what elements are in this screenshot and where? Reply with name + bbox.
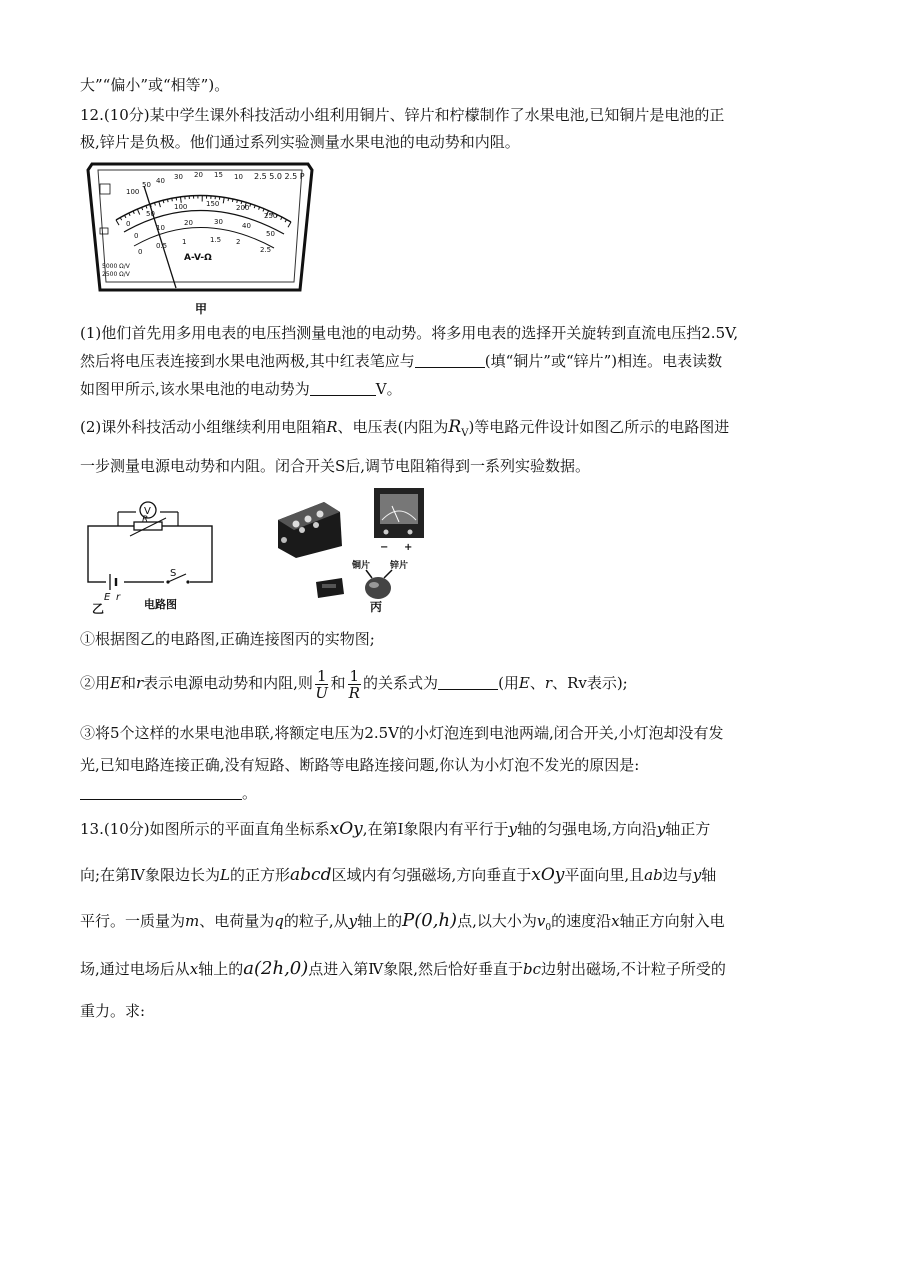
meter-tick-mark <box>180 197 181 203</box>
q13-line-3 <box>80 910 725 939</box>
meter-mid-tick-3: 150 <box>206 200 220 208</box>
circuit-title: 电路图 <box>144 598 177 611</box>
text-s2-6: (用 <box>498 674 519 692</box>
var-r: r <box>135 674 144 692</box>
internal-label: r <box>116 592 121 603</box>
text-s2-7: 、 <box>529 674 545 692</box>
q13-line-1 <box>80 818 710 840</box>
var-P: P(0,h) <box>402 910 458 931</box>
var-r-2: r <box>544 674 553 692</box>
meter-top-tick-1: 50 <box>142 181 151 189</box>
emf-label: E <box>104 592 111 603</box>
text-q13-c1: 平行。一质量为 <box>80 912 186 930</box>
fraction-1-over-U <box>315 668 329 701</box>
text-q13-d2: 轴上的 <box>198 960 244 978</box>
var-q: q <box>274 912 284 930</box>
meter-left-label-0: 5000 Ω/V <box>102 263 130 270</box>
circuit-svg <box>80 492 220 612</box>
minus-terminal: − <box>380 542 389 553</box>
text-s2-8: 、Rv表示); <box>552 674 628 692</box>
meter-top-tick-4: 20 <box>194 171 203 179</box>
meter-tick-mark <box>120 218 121 221</box>
text-s2-3: 表示电源电动势和内阻,则 <box>143 674 313 692</box>
var-y-4: y <box>348 912 358 930</box>
var-ab: ab <box>644 866 663 884</box>
sub-2 <box>80 666 628 701</box>
voltmeter-label: V <box>144 506 151 517</box>
text-q13-a2: ,在第Ⅰ象限内有平行于 <box>362 820 509 838</box>
meter-tick-mark <box>259 207 260 210</box>
meter-scale-label: A-V-Ω <box>184 253 212 263</box>
multimeter-svg <box>86 160 314 298</box>
answer-blank-relation[interactable] <box>438 673 498 690</box>
var-y-3: y <box>692 866 702 884</box>
meter-low-tick-1: 10 <box>156 224 165 232</box>
text-q13-d1: 场,通过电场后从 <box>80 960 190 978</box>
text-s3-c: 。 <box>242 784 258 802</box>
meter-tick-mark <box>167 199 168 202</box>
meter-low-tick-0: 0 <box>134 232 139 240</box>
q13-line-2 <box>80 864 716 886</box>
meter-tick-mark <box>223 197 224 203</box>
meter-top-tick-5: 15 <box>214 171 223 179</box>
circuit-figure <box>80 492 220 612</box>
lemon-icon <box>365 570 392 599</box>
sub-3-line-1 <box>80 722 724 744</box>
var-v0: v <box>536 912 546 930</box>
text-q13-b1: 向;在第Ⅳ象限边长为 <box>80 866 221 884</box>
meter-low-tick-4: 40 <box>242 222 251 230</box>
frac1-den: U <box>315 683 329 702</box>
var-L: L <box>220 866 231 884</box>
text-q13-b4: 平面向里,且 <box>564 866 645 884</box>
meter-inner-tick-4: 2 <box>236 238 241 246</box>
meter-left-label-1: 2500 Ω/V <box>102 271 130 278</box>
meter-range-label: 2.5 5.0 2.5 P <box>254 172 305 181</box>
text-q13-c7: 轴正方向射入电 <box>619 912 725 930</box>
meter-top-tick-2: 40 <box>156 177 165 185</box>
text-q13-a4: 轴正方 <box>665 820 711 838</box>
meter-tick-mark <box>172 198 173 201</box>
text-q13-b5: 边与 <box>662 866 693 884</box>
meter-mid-tick-5: 250 <box>264 212 278 220</box>
text-q13-c4: 轴上的 <box>357 912 403 930</box>
q13-line-4 <box>80 958 726 980</box>
meter-inner-tick-3: 1.5 <box>210 236 222 244</box>
text-p1-c1: 如图甲所示,该水果电池的电动势为 <box>80 380 310 398</box>
meter-inner-tick-5: 2.5 <box>260 246 272 254</box>
text-s3-b: 光,已知电路连接正确,没有短路、断路等电路连接问题,你认为小灯泡不发光的原因是: <box>80 756 640 774</box>
meter-top-tick-0: 100 <box>126 188 140 196</box>
var-a: a(2h,0) <box>243 958 309 979</box>
sub-1 <box>80 628 375 650</box>
text-p1-c2: V。 <box>375 380 402 398</box>
var-m: m <box>185 912 200 930</box>
q12-line-2 <box>80 131 520 153</box>
meter-tick-mark <box>288 222 291 227</box>
meter-mid-tick-2: 100 <box>174 203 188 211</box>
text-p1-b2: (填“铜片”或“锌片”)相连。电表读数 <box>484 352 723 370</box>
copper-label: 铜片 <box>352 561 371 571</box>
p1-line-1 <box>80 322 738 344</box>
meter-tick-mark <box>116 220 119 225</box>
meter-tick-mark <box>142 207 143 210</box>
meter-tick-mark <box>159 201 161 207</box>
text-s2-2: 和 <box>120 674 136 692</box>
text-l0: 大”“偏小”或“相等”)。 <box>80 76 230 94</box>
text-q13-a3: 轴的匀强电场,方向沿 <box>516 820 657 838</box>
continued-text <box>80 74 229 96</box>
meter-mid-tick-0: 0 <box>126 220 131 228</box>
frac1-num: 1 <box>316 666 327 685</box>
meter-tick-mark <box>146 206 147 209</box>
frac2-num: 1 <box>349 666 360 685</box>
photo-figure <box>270 486 440 612</box>
var-E: E <box>110 674 121 692</box>
var-R: R <box>326 418 338 436</box>
meter-mid-tick-1: 50 <box>146 210 155 218</box>
text-q13-c6: 的速度沿 <box>551 912 612 930</box>
var-bc: bc <box>523 960 542 978</box>
p1-line-3 <box>80 378 402 400</box>
text-q13-d3: 点进入第Ⅳ象限,然后恰好垂直于 <box>308 960 524 978</box>
zinc-label: 锌片 <box>390 561 409 571</box>
photo-caption: 丙 <box>370 600 383 614</box>
text-q13-b2: 的正方形 <box>230 866 291 884</box>
text-s2-1: ②用 <box>80 674 111 692</box>
text-q13-c5: 点,以大小为 <box>457 912 537 930</box>
text-p2-a1: (2)课外科技活动小组继续利用电阻箱 <box>80 418 327 436</box>
var-x-2: x <box>189 960 199 978</box>
text-q13-a1: 13.(10分)如图所示的平面直角坐标系 <box>80 820 330 838</box>
text-q13-d4: 边射出磁场,不计粒子所受的 <box>541 960 726 978</box>
resistor-label: R <box>142 515 149 525</box>
text-p2-b: 一步测量电源电动势和内阻。闭合开关S后,调节电阻箱得到一系列实验数据。 <box>80 457 591 475</box>
answer-blank-reason[interactable] <box>80 783 242 800</box>
text-q13-b3: 区域内有匀强磁场,方向垂直于 <box>331 866 532 884</box>
meter-tick-mark <box>125 215 126 218</box>
meter-tick-mark <box>285 219 286 222</box>
var-v0-sub: 0 <box>545 923 552 933</box>
text-q13-c2: 、电荷量为 <box>199 912 275 930</box>
q12-line-1 <box>80 104 724 126</box>
meter-tick-mark <box>137 209 139 215</box>
text-p2-a2: 、电压表(内阻为 <box>337 418 449 436</box>
meter-tick-mark <box>133 211 134 214</box>
answer-blank-probe[interactable] <box>415 351 485 368</box>
text-q12-a: 12.(10分)某中学生课外科技活动小组利用铜片、锌片和柠檬制作了水果电池,已知铜片是电池的正 <box>80 106 725 124</box>
p2-line-1 <box>80 416 729 445</box>
text-s1: ①根据图乙的电路图,正确连接图丙的实物图; <box>80 630 375 648</box>
var-RV-sub: V <box>461 428 469 439</box>
frac2-den: R <box>348 683 360 702</box>
p2-line-2 <box>80 455 590 477</box>
var-RV: R <box>448 417 462 437</box>
meter-tick-mark <box>228 198 229 201</box>
q13-line-5 <box>80 1000 145 1022</box>
meter-tick-mark <box>129 213 130 216</box>
var-xOy-2: xOy <box>531 865 565 885</box>
meter-top-tick-6: 10 <box>234 173 243 181</box>
var-y: y <box>508 820 517 838</box>
meter-mid-tick-4: 200 <box>236 204 250 212</box>
text-s2-5: 的关系式为 <box>363 674 439 692</box>
meter-inner-tick-1: 0.5 <box>156 242 168 250</box>
var-abcd: abcd <box>290 865 332 885</box>
fraction-1-over-R <box>348 668 362 701</box>
text-q13-b6: 轴 <box>701 866 717 884</box>
sub-3-line-2 <box>80 754 639 776</box>
text-s2-4: 和 <box>330 674 346 692</box>
text-q12-b: 极,锌片是负极。他们通过系列实验测量水果电池的电动势和内阻。 <box>80 133 520 151</box>
switch-label: S <box>170 568 177 579</box>
voltmeter-device-icon <box>374 488 424 538</box>
text-q13-e: 重力。求: <box>80 1002 146 1020</box>
switch-device-icon <box>316 578 344 598</box>
var-xOy: xOy <box>329 819 363 839</box>
p1-line-2 <box>80 350 722 372</box>
circuit-caption: 乙 <box>92 602 105 616</box>
answer-blank-emf[interactable] <box>310 379 376 396</box>
text-q13-c3: 的粒子,从 <box>283 912 349 930</box>
meter-top-tick-3: 30 <box>174 173 183 181</box>
resistance-box-icon <box>278 502 342 558</box>
text-p2-a3: )等电路元件设计如图乙所示的电路图进 <box>468 418 730 436</box>
var-y-2: y <box>656 820 666 838</box>
meter-low-tick-5: 50 <box>266 230 275 238</box>
photo-svg <box>270 486 440 612</box>
text-s3-a: ③将5个这样的水果电池串联,将额定电压为2.5V的小灯泡连到电池两端,闭合开关,小灯泡却没有发 <box>80 724 724 742</box>
meter-low-tick-3: 30 <box>214 218 223 226</box>
text-p1-a: (1)他们首先用多用电表的电压挡测量电池的电动势。将多用电表的选择开关旋转到直流电压挡2.5V, <box>80 324 739 342</box>
plus-terminal: + <box>404 542 413 553</box>
var-x: x <box>611 912 620 930</box>
meter-inner-tick-0: 0 <box>138 248 143 256</box>
multimeter-figure <box>86 160 314 298</box>
meter-low-tick-2: 20 <box>184 219 193 227</box>
meter-tick-mark <box>232 199 233 202</box>
sub-3-line-3 <box>80 782 257 804</box>
meter-tick-mark <box>281 217 282 220</box>
text-p1-b1: 然后将电压表连接到水果电池两极,其中红表笔应与 <box>80 352 415 370</box>
var-E-2: E <box>518 674 530 692</box>
meter-tick-mark <box>237 200 238 203</box>
meter-inner-tick-2: 1 <box>182 238 187 246</box>
meter-caption: 甲 <box>195 302 208 316</box>
